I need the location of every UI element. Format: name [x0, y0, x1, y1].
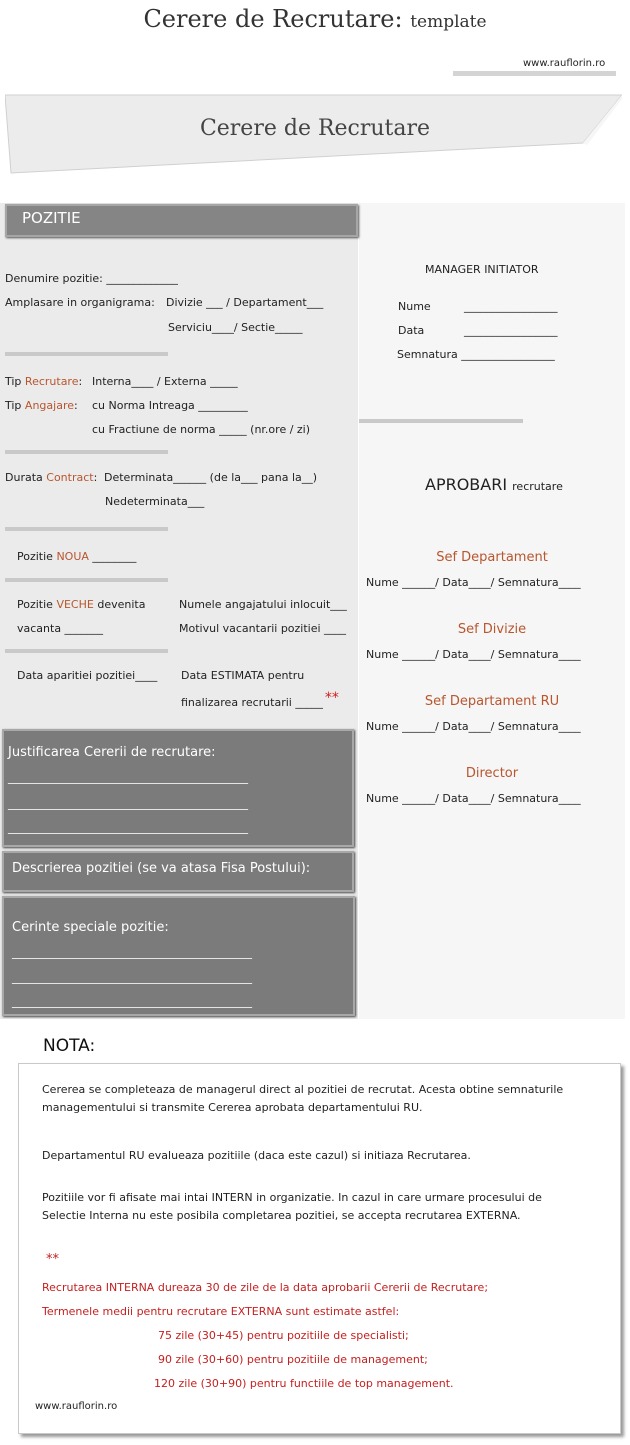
separator: [5, 649, 168, 653]
pozitie-word-2: Pozitie: [17, 598, 53, 611]
pozitie-veche-field[interactable]: [17, 598, 145, 611]
nota-asterisk: **: [46, 1252, 59, 1267]
nota-interna-duration: Recrutarea INTERNA dureaza 30 de zile de la data aprobarii Cererii de Recrutare;: [42, 1281, 489, 1294]
tip-word: Tip: [5, 375, 22, 388]
website-bottom: www.rauflorin.ro: [35, 1401, 118, 1412]
cerinte-line-2[interactable]: ________________________________________: [12, 970, 252, 984]
data-estimata-text: finalizarea recrutarii _____: [181, 696, 323, 709]
angajare-word: Angajare: [24, 399, 74, 412]
website-top: www.rauflorin.ro: [523, 58, 606, 69]
nota-title: NOTA:: [43, 1036, 96, 1056]
justificare-line-2[interactable]: ________________________________________: [8, 796, 248, 810]
denumire-field[interactable]: Denumire pozitie: _____________: [5, 272, 178, 285]
amplasare-label: Amplasare in organigrama:: [5, 296, 155, 309]
signature-sef-departament-ru[interactable]: Nume ______/ Data____/ Semnatura____: [366, 720, 581, 733]
aprobari-sub: recrutare: [512, 480, 563, 493]
justificare-line-3[interactable]: ________________________________________: [8, 820, 248, 834]
aprobari-word: APROBARI: [425, 475, 508, 494]
manager-data-label: Data: [398, 324, 425, 337]
descriere-title: Descrierea pozitiei (se va atasa Fisa Postului):: [12, 861, 311, 876]
document-title-sub: template: [410, 12, 487, 32]
separator: [359, 419, 523, 423]
tip-recrutare-label: Tip Recrutare:: [5, 375, 83, 388]
manager-semnatura-line: _________________: [461, 348, 555, 361]
banner-title: Cerere de Recrutare: [199, 116, 431, 141]
nota-externa-top-management: 120 zile (30+90) pentru functiile de top management.: [154, 1377, 454, 1390]
nota-p2: Departamentul RU evalueaza pozitiile (daca este cazul) si initiaza Recrutarea.: [42, 1149, 471, 1162]
amplasare-field-1[interactable]: Divizie ___ / Departament___: [166, 296, 324, 309]
cerinte-line-3[interactable]: ________________________________________: [12, 994, 252, 1008]
motiv-vacantare-field[interactable]: Motivul vacantarii pozitiei ____: [179, 622, 347, 635]
nota-p3-line2: Selectie Interna nu este posibila completarea pozitiei, se accepta recrutarea EXTERNA.: [42, 1209, 521, 1222]
website-underline: [453, 71, 616, 76]
contract-word: Contract: [46, 471, 94, 484]
angajare-fractiune[interactable]: cu Fractiune de norma _____ (nr.ore / zi): [92, 423, 311, 436]
data-aparitiei-field[interactable]: Data aparitiei pozitiei____: [17, 669, 158, 682]
recrutare-word: Recrutare: [24, 375, 79, 388]
separator: [5, 578, 168, 582]
nota-p1-line2: managementului si transmite Cererea aprobata departamentului RU.: [42, 1101, 423, 1114]
role-sef-departament: Sef Departament: [436, 550, 548, 565]
nota-p1-line1: Cererea se completeaza de managerul direct al pozitiei de recrutat. Acesta obtine semnaturile: [42, 1083, 564, 1096]
role-director: Director: [465, 766, 519, 781]
durata-word: Durata: [5, 471, 43, 484]
justificare-title: Justificarea Cererii de recrutare:: [8, 745, 216, 760]
pozitie-veche-vacanta[interactable]: vacanta _______: [17, 622, 104, 635]
separator: [5, 352, 168, 356]
asterisk-marker: **: [324, 690, 339, 706]
veche-suffix: devenita: [97, 598, 146, 611]
nota-p3-line1: Pozitiile vor fi afisate mai intai INTERN in organizatie. In cazul in care urmare procesului de: [42, 1191, 542, 1204]
cerinte-line-1[interactable]: ________________________________________: [12, 945, 252, 959]
manager-nume-field[interactable]: _________________: [464, 300, 558, 313]
noua-blank: ________: [92, 550, 137, 563]
noua-word: NOUA: [56, 550, 89, 563]
signature-sef-divizie[interactable]: Nume ______/ Data____/ Semnatura____: [366, 648, 581, 661]
data-estimata-field[interactable]: [181, 690, 339, 710]
contract-determinata[interactable]: Determinata______ (de la___ pana la__): [104, 471, 318, 484]
signature-sef-departament[interactable]: Nume ______/ Data____/ Semnatura____: [366, 576, 581, 589]
recrutare-options[interactable]: Interna____ / Externa _____: [92, 375, 238, 388]
tip-angajare-label: Tip Angajare:: [5, 399, 78, 412]
document-title-main: Cerere de Recrutare:: [143, 5, 403, 33]
angajare-norma-intreaga[interactable]: cu Norma Intreaga _________: [92, 399, 248, 412]
aprobari-title: [425, 475, 563, 494]
role-sef-divizie: Sef Divizie: [457, 622, 527, 637]
signature-director[interactable]: Nume ______/ Data____/ Semnatura____: [366, 792, 581, 805]
justificare-line-1[interactable]: ________________________________________: [8, 770, 248, 784]
contract-nedeterminata[interactable]: Nedeterminata___: [105, 495, 205, 508]
nota-externa-specialisti: 75 zile (30+45) pentru pozitiile de specialisti;: [158, 1329, 409, 1342]
nota-externa-intro: Termenele medii pentru recrutare EXTERNA sunt estimate astfel:: [42, 1305, 400, 1318]
pozitie-word: Pozitie: [17, 550, 53, 563]
manager-semnatura-label: Semnatura: [397, 348, 458, 361]
veche-word: VECHE: [56, 598, 94, 611]
amplasare-field-2[interactable]: Serviciu____/ Sectie_____: [168, 321, 303, 334]
role-sef-departament-ru: Sef Departament RU: [424, 694, 560, 709]
manager-initiator-title: MANAGER INITIATOR: [425, 263, 539, 276]
tip-word-2: Tip: [5, 399, 22, 412]
nota-externa-management: 90 zile (30+60) pentru pozitiile de management;: [158, 1353, 428, 1366]
separator: [5, 527, 168, 531]
angajat-inlocuit-field[interactable]: Numele angajatului inlocuit___: [179, 598, 347, 611]
manager-nume-label: Nume: [398, 300, 431, 313]
data-estimata-label: Data ESTIMATA pentru: [181, 669, 305, 682]
separator: [5, 450, 168, 454]
cerinte-title: Cerinte speciale pozitie:: [12, 920, 169, 935]
pozitie-noua-field[interactable]: [17, 550, 136, 563]
pozitie-header-label: POZITIE: [22, 209, 81, 227]
durata-contract-label: Durata Contract:: [5, 471, 98, 484]
manager-data-field[interactable]: _________________: [464, 324, 558, 337]
manager-semnatura-field[interactable]: [397, 348, 555, 361]
document-title: [0, 5, 630, 33]
